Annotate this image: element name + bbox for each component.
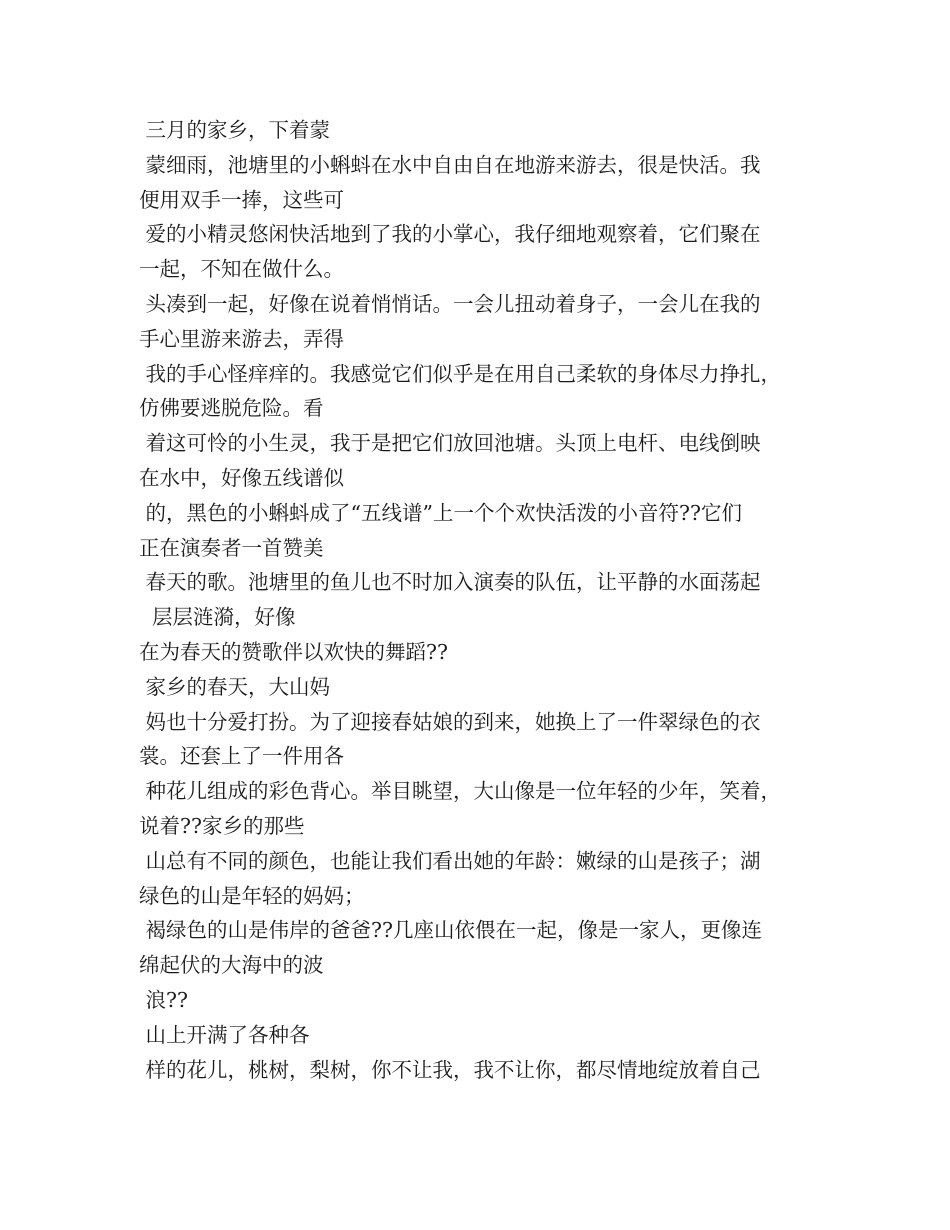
text-line: 三月的家乡，下着蒙: [139, 118, 331, 142]
text-line: 层层涟漪，好像: [139, 605, 296, 630]
text-line: 的，黑色的小蝌蚪成了“五线谱”上一个个欢快活泼的小音符??它们: [139, 500, 742, 525]
text-line: 一起，不知在做什么。: [139, 257, 344, 282]
text-line: 在为春天的赞歌伴以欢快的舞蹈??: [139, 639, 448, 664]
essay-body: [139, 113, 829, 1087]
text-line: 手心里游来游去，弄得: [139, 326, 344, 351]
text-line: 家乡的春天，大山妈: [139, 674, 331, 699]
text-line: 正在演奏者一首赞美: [139, 535, 324, 560]
text-line: 说着??家乡的那些: [139, 813, 305, 838]
text-line: 爱的小精灵悠闲快活地到了我的小掌心，我仔细地观察着，它们聚在: [139, 222, 761, 247]
text-line: 种花儿组成的彩色背心。举目眺望，大山像是一位年轻的少年，笑着，: [139, 779, 782, 804]
text-line: 绿色的山是年轻的妈妈；: [139, 883, 365, 908]
text-line: 褐绿色的山是伟岸的爸爸??几座山依偎在一起，像是一家人，更像连: [139, 918, 762, 943]
text-line: 蒙细雨，池塘里的小蝌蚪在水中自由自在地游来游去，很是快活。我: [139, 152, 761, 177]
text-line: 便用双手一捧，这些可: [139, 187, 344, 212]
text-line: 着这可怜的小生灵，我于是把它们放回池塘。头顶上电杆、电线倒映: [139, 431, 761, 456]
text-line: 裳。还套上了一件用各: [139, 744, 344, 769]
text-line: 在水中，好像五线谱似: [139, 465, 344, 490]
text-line: 山总有不同的颜色，也能让我们看出她的年龄：嫩绿的山是孩子；湖: [139, 848, 761, 873]
text-line: 春天的歌。池塘里的鱼儿也不时加入演奏的队伍，让平静的水面荡起: [139, 570, 761, 595]
text-line: 山上开满了各种各: [139, 1022, 310, 1047]
text-line: 绵起伏的大海中的波: [139, 953, 324, 978]
text-line: 样的花儿，桃树，梨树，你不让我，我不让你，都尽情地绽放着自己: [139, 1057, 761, 1082]
text-line: 仿佛要逃脱危险。看: [139, 396, 324, 421]
text-line: 我的手心怪痒痒的。我感觉它们似乎是在用自己柔软的身体尽力挣扎，: [139, 361, 782, 386]
text-line: 浪??: [139, 987, 188, 1012]
text-line: 妈也十分爱打扮。为了迎接春姑娘的到来，她换上了一件翠绿色的衣: [139, 709, 761, 734]
text-line: 头凑到一起，好像在说着悄悄话。一会儿扭动着身子，一会儿在我的: [139, 291, 761, 316]
